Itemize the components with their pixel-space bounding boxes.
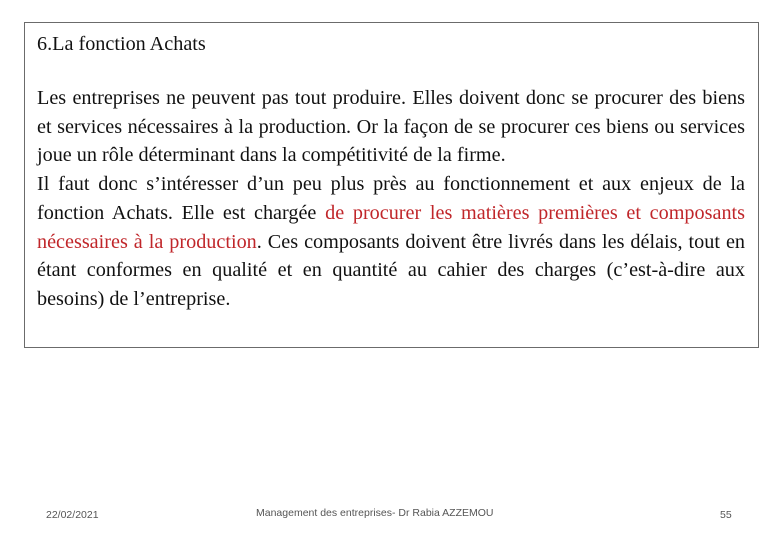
paragraph-1: Les entreprises ne peuvent pas tout produire. Elles doivent donc se procurer des biens et services nécessaires à la production. Or la façon de se procurer ces biens ou services joue un rôle déterminant dans la compétitivité de la firme. <box>37 87 745 167</box>
footer-date: 22/02/2021 <box>46 509 99 521</box>
slide-body <box>37 84 745 314</box>
page-number: 55 <box>720 509 732 521</box>
paragraph-2 <box>37 170 745 314</box>
paragraph-2-intro: Il faut donc s’intéresser d’un peu plus près au fonctionnement et aux enjeux de la fonction Achats. Elle est chargée <box>37 173 745 224</box>
content-box <box>24 22 759 348</box>
paragraph-2-end: . Ces composants doivent être livrés dans les délais, tout en étant conformes en qualité et en quantité au cahier des charges (c’est-à-dire aux besoins) de l’entreprise. <box>37 230 745 310</box>
footer-title: Management des entreprises- Dr Rabia AZZEMOU <box>256 507 494 519</box>
slide-title: 6.La fonction Achats <box>37 33 206 55</box>
highlighted-text: de procurer les matières premières et composants nécessaires à la production <box>37 201 745 253</box>
